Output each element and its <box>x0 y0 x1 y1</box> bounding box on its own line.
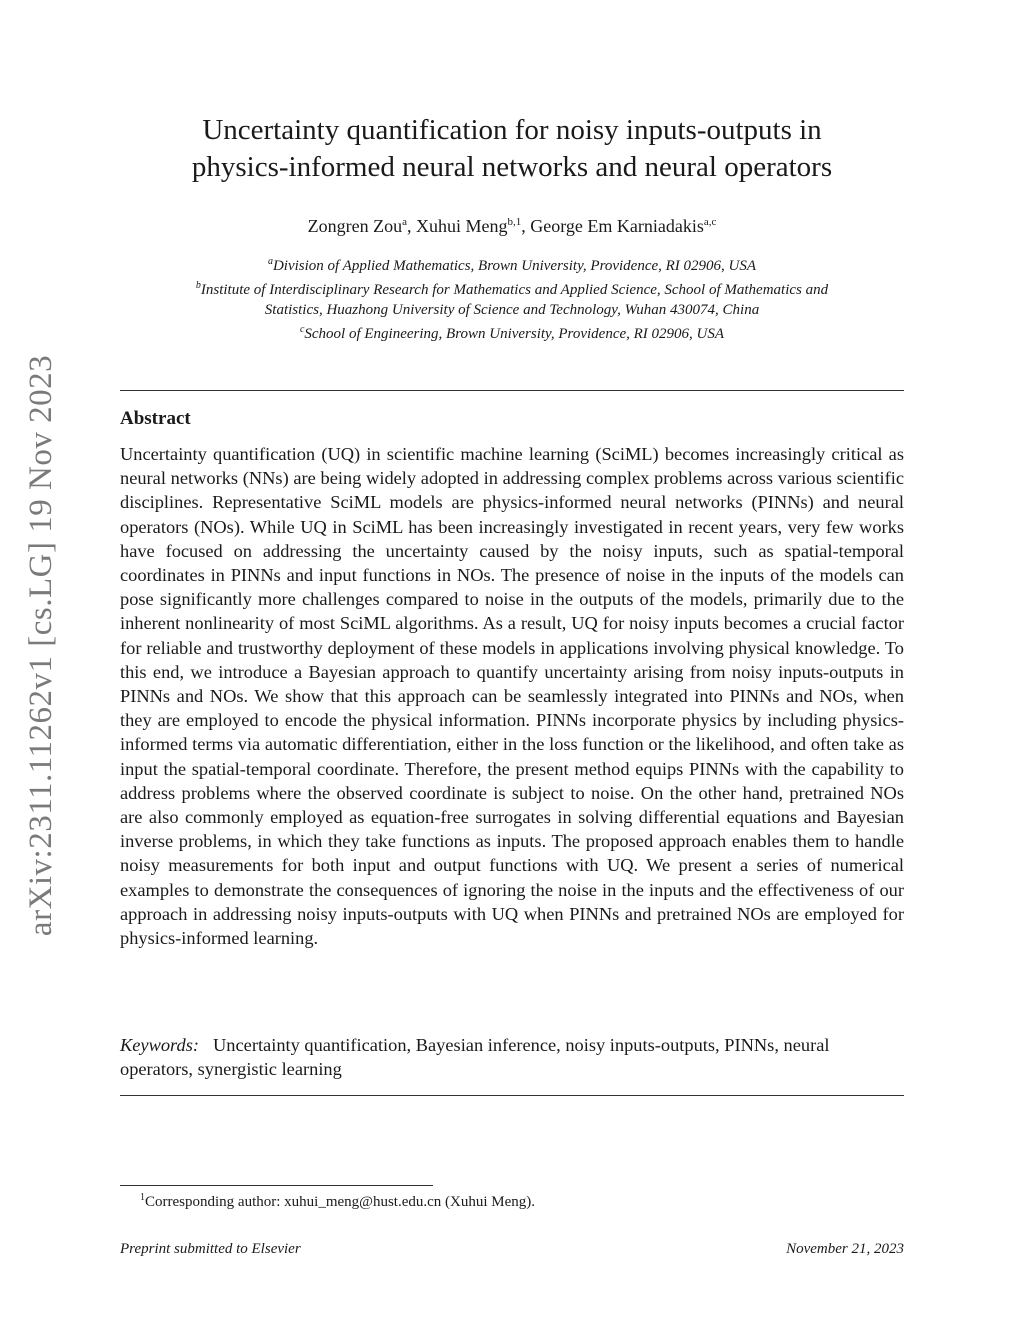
affil-text: School of Engineering, Brown University, Providence, RI 02906, USA <box>304 326 725 342</box>
footnote-rule <box>120 1185 433 1186</box>
abstract-heading: Abstract <box>120 408 191 429</box>
author-name: George Em Karniadakis <box>530 216 704 236</box>
affil-text: Division of Applied Mathematics, Brown University, Providence, RI 02906, USA <box>272 258 757 274</box>
bottom-divider <box>120 1095 904 1096</box>
keywords-block <box>120 1033 904 1081</box>
author-name: Zongren Zou <box>307 216 403 236</box>
affil-text: Statistics, Huazhong University of Science and Technology, Wuhan 430074, China <box>264 302 760 318</box>
keywords-text: Uncertainty quantification, Bayesian inference, noisy inputs-outputs, PINNs, neural operators, synergistic learning <box>120 1035 830 1080</box>
affiliation-list <box>110 252 914 344</box>
author-list <box>120 210 904 238</box>
footer-date: November 21, 2023 <box>786 1241 904 1257</box>
affiliation-a <box>110 252 914 276</box>
affil-mark: a <box>267 256 273 267</box>
affiliation-c <box>110 320 914 344</box>
footnote-mark: 1 <box>140 1192 145 1203</box>
affiliation-b-cont <box>110 300 914 320</box>
author-separator: , <box>521 216 531 236</box>
abstract-text: Uncertainty quantification (UQ) in scientific machine learning (SciML) becomes increasingly critical as neural networks (NNs) are being widely adopted in addressing complex problems across various scientific disciplines. Representative SciML models are physics-informed neural networks (PINNs) and neural operators (NOs). While UQ in SciML has been increasingly investigated in recent years, very few works have focused on addressing the uncertainty caused by the noisy inputs, such as spatial-temporal coordinates in PINNs and input functions in NOs. The presence of noise in the inputs of the models can pose significantly more challenges compared to noise in the outputs of the models, primarily due to the inherent nonlinearity of most SciML algorithms. As a result, UQ for noisy inputs becomes a crucial factor for reliable and trustworthy deployment of these models in applications involving physical knowledge. To this end, we introduce a Bayesian approach to quantify uncertainty arising from noisy inputs-outputs in PINNs and NOs. We show that this approach can be seamlessly integrated into PINNs and NOs, when they are employed to encode the physical information. PINNs incorporate physics by including physics-informed terms via automatic differentiation, either in the loss function or the likelihood, and often take as input the spatial-temporal coordinate. Therefore, the present method equips PINNs with the capability to address problems where the observed coordinate is subject to noise. On the other hand, pretrained NOs are also commonly employed as equation-free surrogates in solving differential equations and Bayesian inverse problems, in which they take functions as inputs. The proposed approach enables them to handle noisy measurements for both input and output functions with UQ. We present a series of numerical examples to demonstrate the consequences of ignoring the noise in the inputs and the effectiveness of our approach in addressing noisy inputs-outputs with UQ when PINNs and pretrained NOs are employed for physics-informed learning. <box>120 444 904 949</box>
footnote <box>140 1188 535 1212</box>
top-divider <box>120 390 904 391</box>
affiliation-b <box>110 276 914 300</box>
title-line-1: Uncertainty quantification for noisy inputs-outputs in <box>202 114 822 146</box>
author-separator: , <box>406 216 416 236</box>
arxiv-identifier: arXiv:2311.11262v1 [cs.LG] 19 Nov 2023 <box>23 354 60 936</box>
footnote-text: Corresponding author: xuhui_meng@hust.edu.cn (Xuhui Meng). <box>145 1194 536 1210</box>
arxiv-side-stamp <box>12 345 72 945</box>
footer-preprint-note: Preprint submitted to Elsevier <box>120 1241 301 1257</box>
author-affil-mark: b,1 <box>507 216 522 228</box>
affil-mark: c <box>299 324 305 335</box>
author-name: Xuhui Meng <box>415 216 508 236</box>
author-affil-mark: a,c <box>703 216 717 228</box>
paper-title <box>120 112 904 186</box>
author-affil-mark: a <box>402 216 407 228</box>
affil-mark: b <box>195 280 201 291</box>
title-line-2: physics-informed neural networks and neural operators <box>191 151 833 183</box>
affil-text: Institute of Interdisciplinary Research for Mathematics and Applied Science, School of Mathematics and <box>200 282 829 298</box>
keywords-label: Keywords: <box>120 1035 200 1055</box>
